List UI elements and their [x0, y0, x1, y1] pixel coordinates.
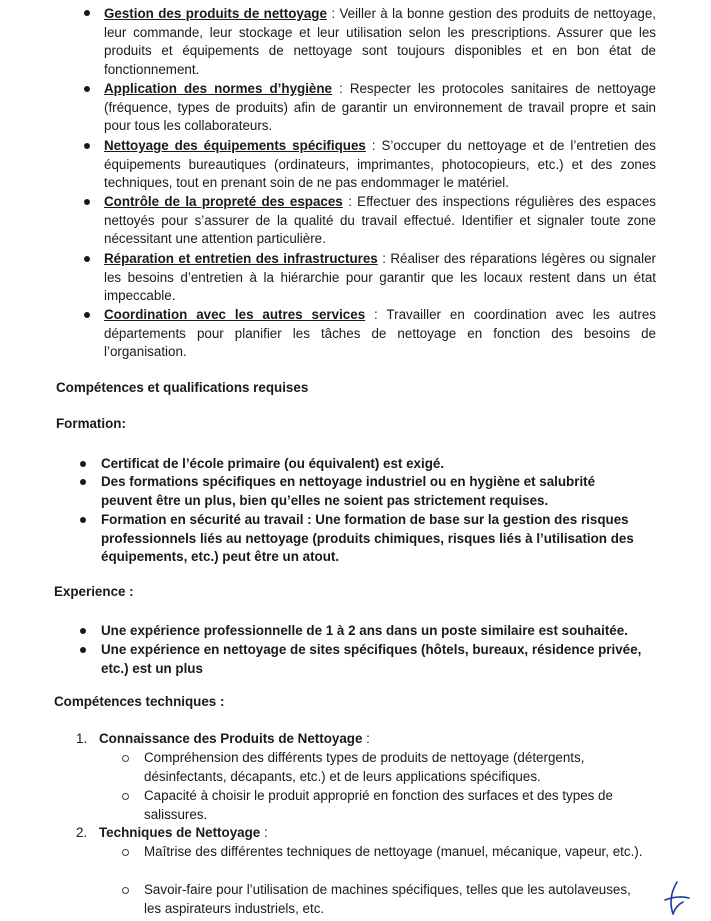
- bullet-icon: [80, 628, 86, 634]
- duty-item: [104, 250, 656, 306]
- techniques-title: Compétences techniques :: [54, 694, 225, 709]
- list-number: 2.: [76, 825, 88, 840]
- circle-bullet-icon: [122, 887, 129, 894]
- formation-item: Des formations spécifiques en nettoyage industriel ou en hygiène et salubrité peuvent être un plus, bien qu’elles ne soient pas strictement requises.: [101, 474, 596, 508]
- bullet-icon: [84, 86, 90, 92]
- duty-text: : S’occuper du nettoyage et de l’entretien des équipements bureautiques (ordinateurs, imprimantes, photocopieurs, etc.) et des zones techniques, tout en prenant soin de ne pas endommager le matériel.: [104, 138, 656, 191]
- technique-suffix: :: [260, 825, 268, 840]
- technique-label: Techniques de Nettoyage: [99, 825, 261, 840]
- bullet-icon: [80, 479, 86, 485]
- duty-item: [104, 137, 656, 193]
- duty-label: Coordination avec les autres services: [104, 307, 366, 322]
- technique-label: Connaissance des Produits de Nettoyage: [99, 731, 363, 746]
- duty-text: : Respecter les protocoles sanitaires de nettoyage (fréquence, types de produits) afin de garantir un environnement de travail propre et sain pour tous les collaborateurs.: [104, 81, 656, 134]
- bullet-icon: [80, 461, 86, 467]
- circle-bullet-icon: [122, 755, 129, 762]
- circle-bullet-icon: [122, 849, 129, 856]
- formation-title: Formation:: [56, 416, 126, 431]
- bullet-icon: [80, 647, 86, 653]
- formation-item: Formation en sécurité au travail : Une formation de base sur la gestion des risques professionnels liés au nettoyage (produits chimiques, risques liés à l’utilisation des équipements, etc.) peut être un atout.: [101, 512, 634, 565]
- technique-sub-item: Capacité à choisir le produit approprié en fonction des surfaces et des types de salissures.: [144, 788, 613, 822]
- bullet-icon: [84, 143, 90, 149]
- bullet-icon: [84, 256, 90, 262]
- bullet-icon: [84, 199, 90, 205]
- bullet-icon: [84, 312, 90, 318]
- technique-sub-item: Savoir-faire pour l’utilisation de machines spécifiques, telles que les autolaveuses, les aspirateurs industriels, etc.: [144, 882, 631, 916]
- duty-item: [104, 193, 656, 249]
- duty-label: Gestion des produits de nettoyage: [104, 6, 327, 21]
- bullet-icon: [84, 10, 90, 16]
- list-number: 1.: [76, 731, 88, 746]
- duty-item: [104, 306, 656, 362]
- duty-item: [104, 5, 656, 79]
- experience-title: Experience :: [54, 584, 134, 599]
- duty-label: Contrôle de la propreté des espaces: [104, 194, 343, 209]
- technique-heading: [99, 824, 268, 843]
- duty-label: Application des normes d’hygiène: [104, 81, 332, 96]
- duty-label: Réparation et entretien des infrastructures: [104, 251, 378, 266]
- bullet-icon: [80, 517, 86, 523]
- duty-text: : Réaliser des réparations légères ou signaler les besoins d’entretien à la hiérarchie pour garantir que les locaux restent dans un état impeccable.: [104, 251, 656, 304]
- experience-item: Une expérience en nettoyage de sites spécifiques (hôtels, bureaux, résidence privée, etc.) est un plus: [101, 642, 642, 676]
- duty-label: Nettoyage des équipements spécifiques: [104, 138, 366, 153]
- duty-text: : Effectuer des inspections régulières des espaces nettoyés pour s’assurer de la qualité du travail effectué. Identifier et signaler toute zone nécessitant une attention particulière.: [104, 194, 656, 247]
- handwritten-initial-icon: [655, 878, 695, 918]
- technique-sub-item: Maîtrise des différentes techniques de nettoyage (manuel, mécanique, vapeur, etc.).: [144, 844, 643, 859]
- technique-sub-item: Compréhension des différents types de produits de nettoyage (détergents, désinfectants, décapants, etc.) et de leurs applications spécifiques.: [144, 750, 585, 784]
- experience-item: Une expérience professionnelle de 1 à 2 ans dans un poste similaire est souhaitée.: [101, 623, 628, 638]
- section-title: Compétences et qualifications requises: [56, 380, 309, 395]
- duty-item: [104, 80, 656, 136]
- formation-item: Certificat de l’école primaire (ou équivalent) est exigé.: [101, 456, 445, 471]
- circle-bullet-icon: [122, 793, 129, 800]
- duty-text: : Travailler en coordination avec les autres départements pour planifier les tâches de nettoyage en fonction des besoins de l’organisation.: [104, 307, 656, 360]
- technique-heading: [99, 730, 370, 749]
- duty-text: : Veiller à la bonne gestion des produits de nettoyage, leur commande, leur stockage et leur utilisation selon les prescriptions. Assurer que les produits et équipements de nettoyage sont toujours disponibles et en bon état de fonctionnement.: [104, 6, 657, 77]
- technique-suffix: :: [362, 731, 370, 746]
